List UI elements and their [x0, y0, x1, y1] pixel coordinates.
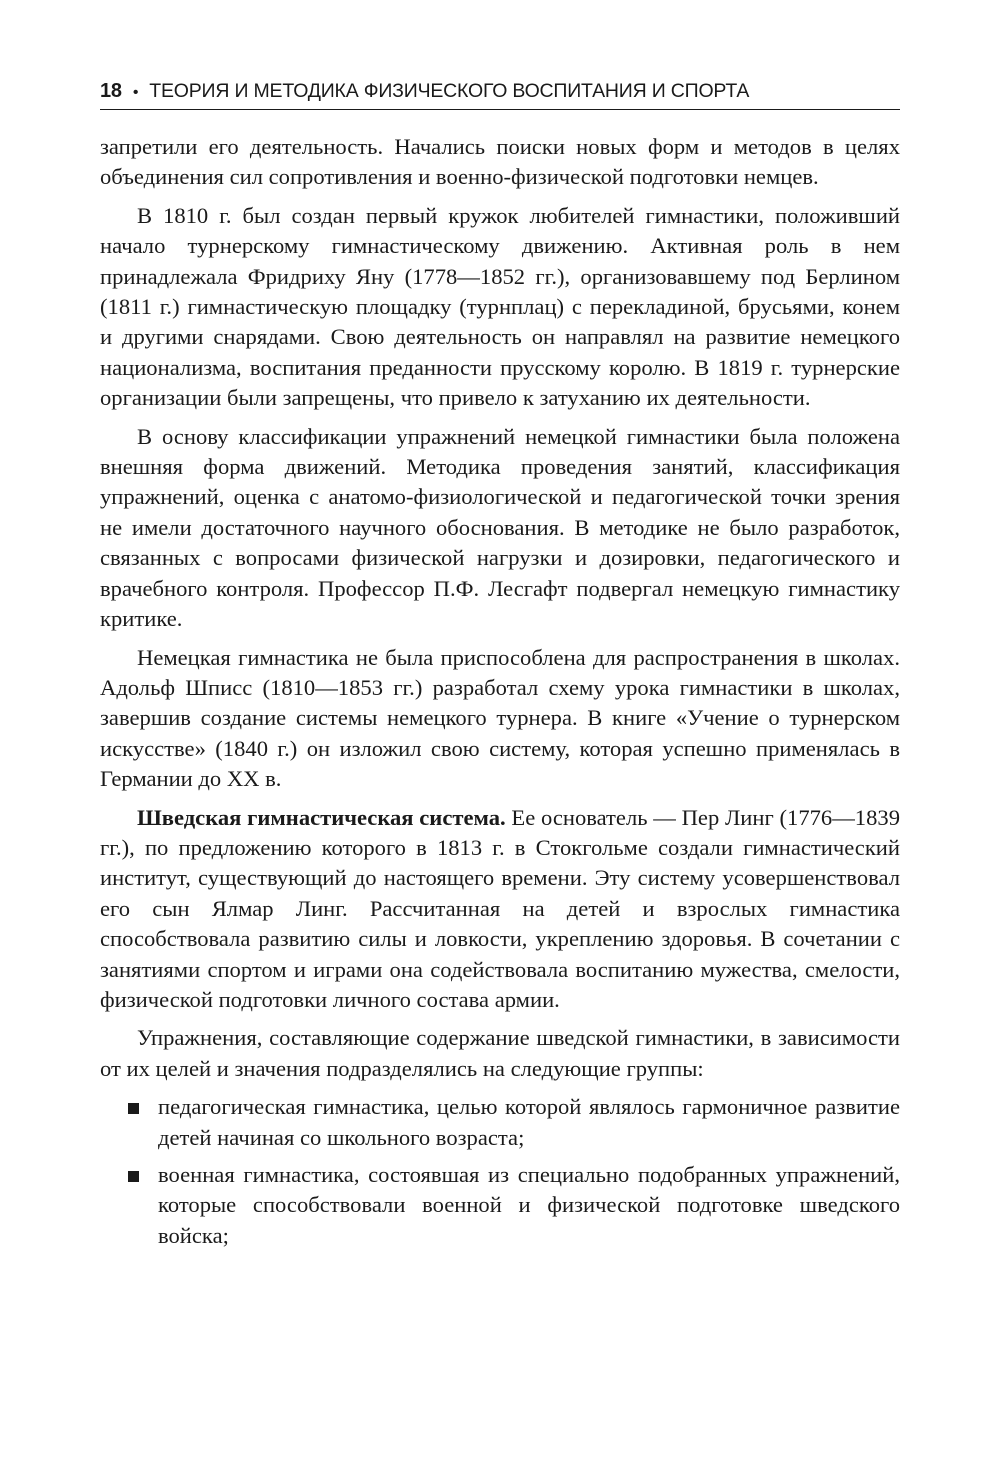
book-page [100, 80, 900, 1258]
paragraph-classification: В основу классификации упражнений немецкой гимнастики была положена внешняя форма движений. Методика проведения занятий, классификация упражнений, оценка с анатомо-физиологической и педагогической точки зрения не имели достаточного научного обоснования. В методике не было разработок, связанных с вопросами физической нагрузки и дозировки, педагогического и врачебного контроля. Профессор П.Ф. Лесгафт подвергал немецкую гимнастику критике. [100, 423, 900, 632]
square-bullet-icon [128, 1171, 139, 1182]
list-item [100, 1092, 900, 1153]
exercise-groups-list [100, 1092, 900, 1251]
list-item-text: военная гимнастика, состоявшая из специально подобранных упражнений, которые способствовали военной и физической подготовке шведского войска; [158, 1162, 900, 1248]
paragraph-exercise-groups: Упражнения, составляющие содержание шведской гимнастики, в зависимости от их целей и значения подразделялись на следующие группы: [100, 1025, 900, 1081]
running-header [100, 80, 900, 110]
paragraph-continuation: запретили его деятельность. Начались поиски новых форм и методов в целях объединения сил сопротивления и военно-физической подготовки немцев. [100, 134, 900, 190]
paragraph-swedish-system-text: Ее основатель — Пер Линг (1776—1839 гг.), по предложению которого в 1813 г. в Стокгольме создали гимнастический институт, существующий до настоящего времени. Эту систему усовершенствовал его сын Ялмар Линг. Рассчитанная на детей и взрослых гимнастика способствовала развитию силы и ловкости, укреплению здоровья. В сочетании с занятиями спортом и играми она содействовала воспитанию мужества, смелости, физической подготовки личного состава армии. [100, 804, 900, 1012]
page-number: 18 [100, 80, 122, 102]
section-heading-swedish-system: Шведская гимнастическая система. [137, 804, 506, 830]
square-bullet-icon [128, 1103, 139, 1114]
paragraph-turner-movement: В 1810 г. был создан первый кружок любителей гимнастики, положивший начало турнерскому гимнастическому движению. Активная роль в нем принадлежала Фридриху Яну (1778—1852 гг.), организовавшему под Берлином (1811 г.) гимнастическую площадку (турнплац) с перекладиной, брусьями, конем и другими снарядами. Свою деятельность он направлял на развитие немецкого национализма, воспитания преданности прусскому королю. В 1819 г. турнерские организации были запрещены, что привело к затуханию их деятельности. [100, 202, 900, 411]
header-bullet-separator: • [132, 84, 139, 101]
paragraph-schools: Немецкая гимнастика не была приспособлена для распространения в школах. Адольф Шписс (1810—1853 гг.) разработал схему урока гимнастики в школах, завершив создание системы немецкого турнера. В книге «Учение о турнерском искусстве» (1840 г.) он изложил свою систему, которая успешно применялась в Германии до XX в. [100, 644, 900, 792]
paragraph-swedish-system [100, 803, 900, 1016]
body-text [100, 132, 900, 1251]
list-item-text: педагогическая гимнастика, целью которой являлось гармоничное развитие детей начиная со школьного возраста; [158, 1094, 900, 1150]
running-header-title: ТЕОРИЯ И МЕТОДИКА ФИЗИЧЕСКОГО ВОСПИТАНИЯ И СПОРТА [149, 80, 750, 102]
list-item [100, 1160, 900, 1251]
